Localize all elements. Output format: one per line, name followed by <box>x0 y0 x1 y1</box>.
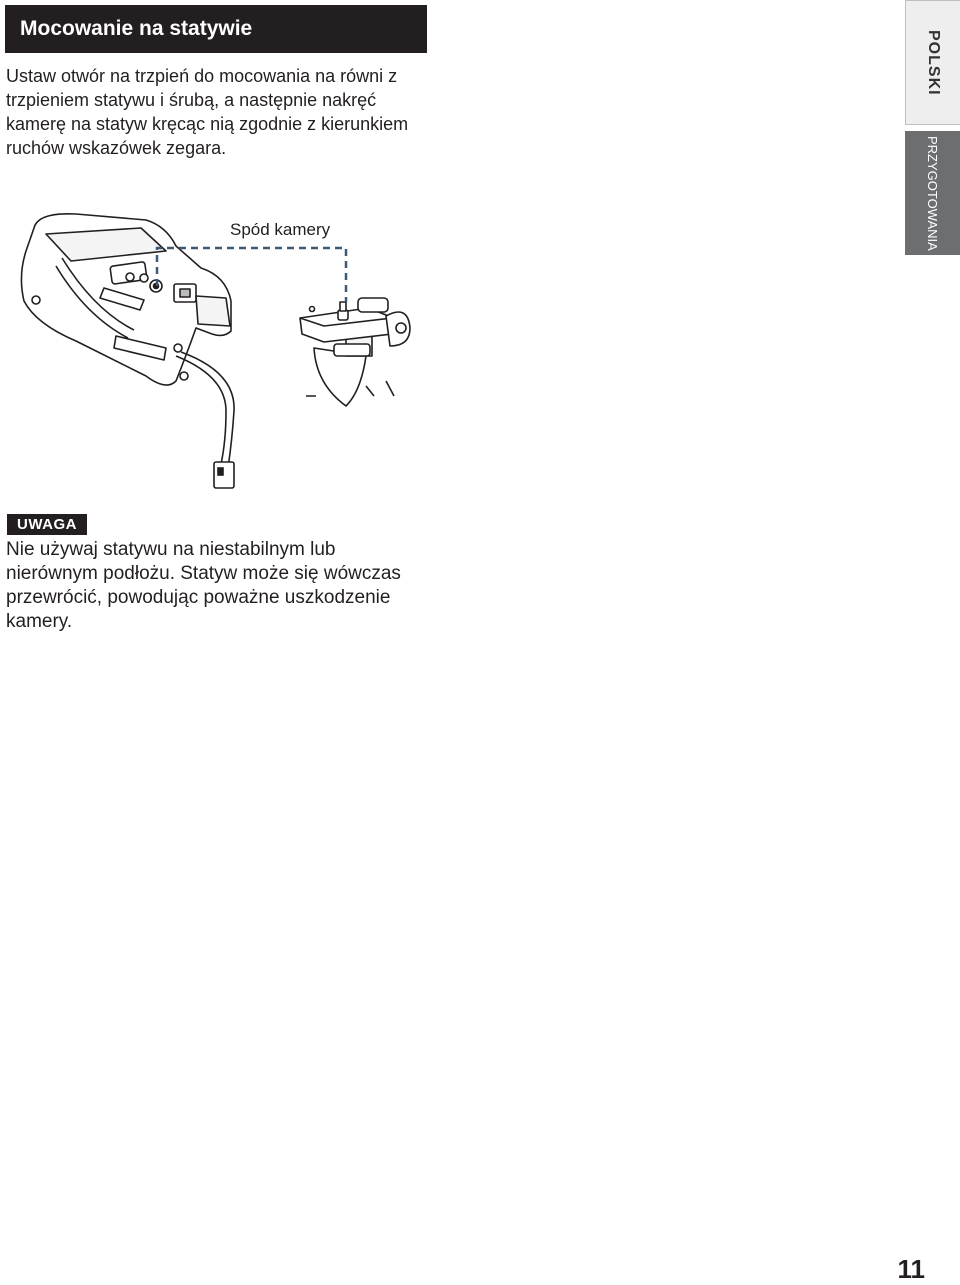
camera-tripod-illustration <box>16 206 416 496</box>
figure-caption: Spód kamery <box>230 220 331 239</box>
page-number: 11 <box>897 1254 925 1284</box>
language-tab-label: POLSKI <box>925 29 942 96</box>
warning-text: Nie używaj statywu na niestabilnym lub nierównym podłożu. Statyw może się wówczas przewrócić, powodując poważne uszkodzenie kamery. <box>6 539 401 632</box>
warning-badge: UWAGA <box>7 514 87 535</box>
section-tab-label: PRZYGOTOWANIA <box>925 135 940 251</box>
intro-paragraph: Ustaw otwór na trzpień do mocowania na równi z trzpieniem statywu i śrubą, a następnie nakręć kamerę na statyw kręcąc nią zgodnie z kierunkiem ruchów wskazówek zegara. <box>6 66 409 158</box>
section-title: Mocowanie na statywie <box>5 5 427 53</box>
tripod-illustration <box>300 298 410 406</box>
language-tab <box>905 0 960 125</box>
section-tab <box>905 131 960 255</box>
